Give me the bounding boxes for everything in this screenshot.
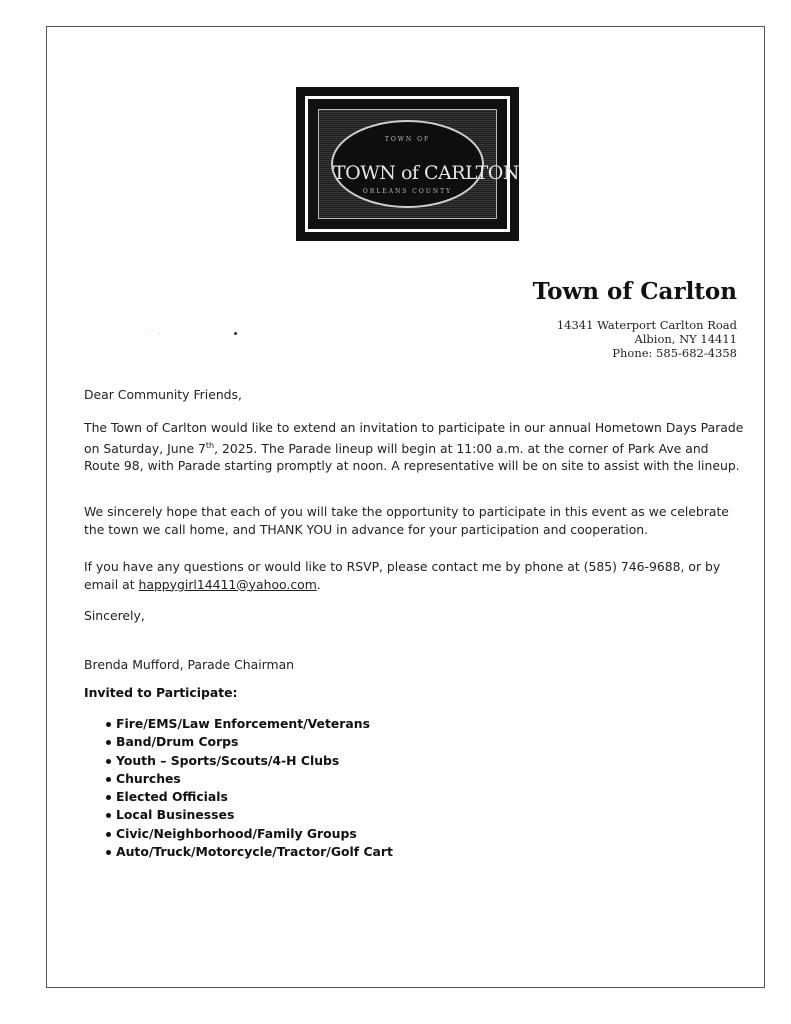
paragraph-contact-a: If you have any questions or would like to RSVP, please contact me by phone at (585) 746-9688, or by email at xyxy=(84,559,721,592)
list-item-label: Auto/Truck/Motorcycle/Tractor/Golf Cart xyxy=(116,844,393,860)
address-block xyxy=(477,318,737,360)
signature: Brenda Mufford, Parade Chairman xyxy=(84,657,295,672)
logo-main-text: TOWN of CARLTON xyxy=(333,162,519,184)
town-logo xyxy=(296,87,519,241)
paragraph-invitation-a: The Town of Carlton would like to extend an invitation to participate in our annual Hometown Days Parade on Saturday, June 7 xyxy=(84,420,744,456)
logo-oval xyxy=(331,120,519,208)
list-item xyxy=(84,788,393,806)
list-item xyxy=(84,825,393,843)
logo-inner xyxy=(318,109,519,219)
bullet-icon xyxy=(106,813,111,818)
phone-line: Phone: 585-682-4358 xyxy=(612,346,737,360)
ordinal-suffix: th xyxy=(205,440,215,450)
list-item-label: Fire/EMS/Law Enforcement/Veterans xyxy=(116,716,370,731)
list-item xyxy=(84,715,393,733)
list-item-label: Band/Drum Corps xyxy=(116,734,239,750)
address-line-2: Albion, NY 14411 xyxy=(634,332,737,346)
list-item-label: Civic/Neighborhood/Family Groups xyxy=(116,825,357,841)
closing: Sincerely, xyxy=(84,608,145,623)
bullet-icon xyxy=(106,777,111,782)
paragraph-thanks: We sincerely hope that each of you will take the opportunity to participate in this event as we celebrate the town we call home, and THANK YOU in advance for your participation and cooperation. xyxy=(84,504,729,537)
email-link[interactable]: happygirl14411@yahoo.com xyxy=(138,576,317,592)
address-line-1: 14341 Waterport Carlton Road xyxy=(556,318,737,332)
org-name: Town of Carlton xyxy=(532,278,737,305)
bullet-icon xyxy=(106,722,111,727)
bullet-icon xyxy=(106,759,111,764)
bullet-icon xyxy=(106,740,111,745)
list-item xyxy=(84,752,393,770)
list-item xyxy=(84,733,393,751)
list-item xyxy=(84,843,393,861)
list-item-label: Local Businesses xyxy=(116,807,235,823)
list-item-label: Youth – Sports/Scouts/4-H Clubs xyxy=(116,752,340,768)
bullet-icon xyxy=(106,795,111,800)
paragraph-contact xyxy=(84,558,744,593)
bullet-icon xyxy=(106,832,111,837)
scan-dot xyxy=(234,332,237,335)
list-item xyxy=(84,770,393,788)
list-item xyxy=(84,806,393,824)
bullet-icon xyxy=(106,850,111,855)
invited-list xyxy=(84,715,393,861)
list-item-label: Elected Officials xyxy=(116,789,228,805)
paragraph-invitation xyxy=(84,419,744,475)
invited-heading: Invited to Participate: xyxy=(84,685,238,700)
greeting: Dear Community Friends, xyxy=(84,387,242,402)
paragraph-invitation-b: , 2025. The Parade lineup will begin at 11:00 a.m. at the corner of Park Ave and Route 98, with Parade starting promptly at noon. A representative will be on site to assist with the lineup. xyxy=(84,440,740,474)
scan-specks: · · xyxy=(146,330,165,338)
list-item-label: Churches xyxy=(116,770,181,786)
logo-sub-text: ORLEANS COUNTY xyxy=(362,188,453,195)
logo-top-text: TOWN OF xyxy=(384,136,431,143)
paragraph-contact-b: . xyxy=(316,576,321,592)
